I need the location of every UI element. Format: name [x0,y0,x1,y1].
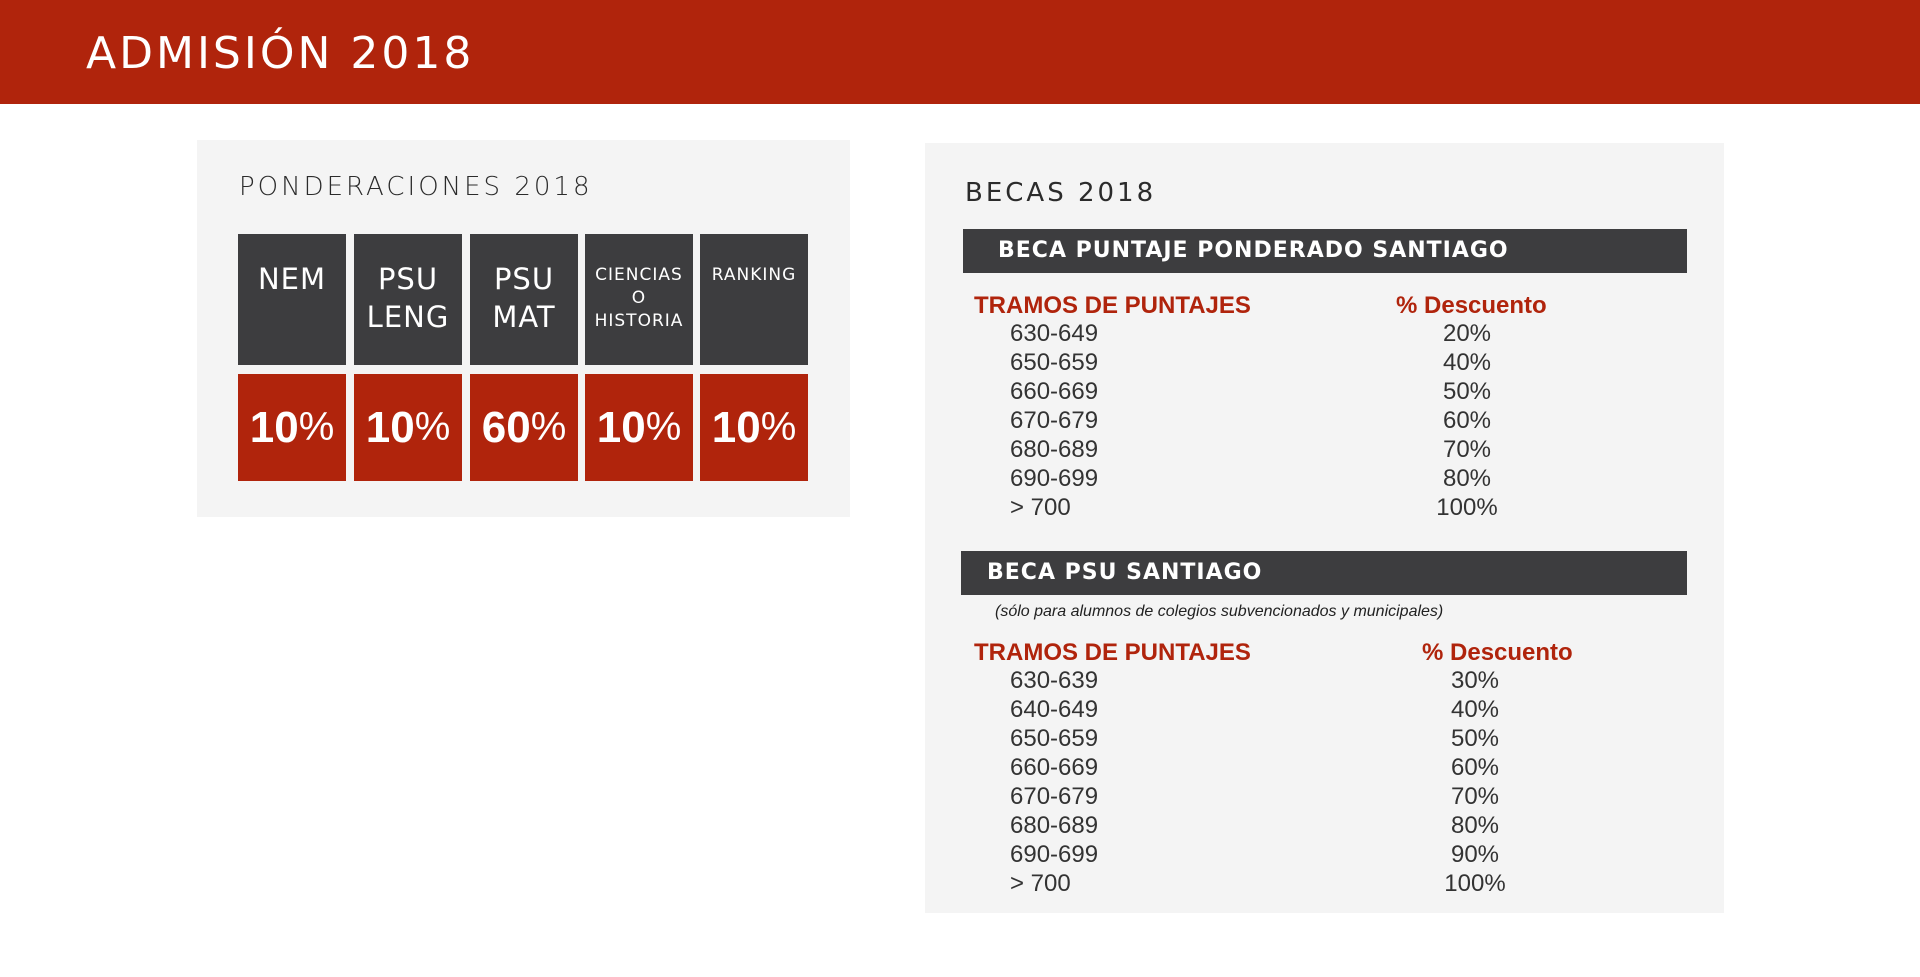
table-row [925,436,1724,465]
discount-value: 30% [1450,667,1500,694]
score-range: 660-669 [1010,754,1099,781]
beca2-col-range: TRAMOS DE PUNTAJES [974,639,1251,666]
table-row [925,841,1724,870]
discount-value: 40% [1450,696,1500,723]
beca2-col-discount: % Descuento [1422,639,1573,666]
ponderacion-label-line: PSU [493,262,555,296]
score-range: 660-669 [1010,378,1099,405]
beca2-note: (sólo para alumnos de colegios subvencionados y municipales) [995,603,1444,620]
score-range: 690-699 [1010,841,1099,868]
discount-value: 40% [1442,349,1492,376]
table-row [925,320,1724,349]
ponderacion-number: 10 [249,402,299,452]
ponderacion-label-line: NEM [257,262,327,296]
table-row [925,494,1724,523]
ponderacion-label-line: RANKING [711,265,797,285]
ponderacion-number: 10 [596,402,646,452]
discount-value: 60% [1442,407,1492,434]
beca1-title-bar: BECA PUNTAJE PONDERADO SANTIAGO [963,229,1687,273]
score-range: 650-659 [1010,349,1099,376]
discount-value: 100% [1444,870,1506,897]
discount-value: 50% [1450,725,1500,752]
ponderaciones-title: PONDERACIONES 2018 [239,172,593,202]
ponderacion-label-line: PSU [377,262,439,296]
ponderacion-percent-sign: % [530,405,567,449]
table-row [925,465,1724,494]
ponderacion-label-line: MAT [492,300,556,334]
score-range: > 700 [1010,870,1071,897]
ponderacion-label [470,234,578,365]
score-range: 670-679 [1010,783,1099,810]
beca1-table [925,320,1724,523]
discount-value: 60% [1450,754,1500,781]
ponderacion-percent-sign: % [645,405,682,449]
ponderacion-label-line: HISTORIA [594,311,684,331]
ponderacion-number: 10 [365,402,415,452]
table-row [925,754,1724,783]
discount-value: 50% [1442,378,1492,405]
table-row [925,349,1724,378]
ponderacion-label [700,234,808,365]
ponderacion-percent-sign: % [298,405,335,449]
discount-value: 80% [1450,812,1500,839]
table-row [925,725,1724,754]
discount-value: 100% [1436,494,1498,521]
discount-value: 80% [1442,465,1492,492]
table-row [925,696,1724,725]
ponderacion-value [470,374,578,481]
ponderacion-number: 60 [481,402,531,452]
ponderacion-label-line: O [631,288,647,308]
ponderacion-value [354,374,462,481]
discount-value: 20% [1442,320,1492,347]
ponderacion-percent-sign: % [414,405,451,449]
table-row [925,870,1724,899]
page-title: ADMISIÓN 2018 [86,28,475,79]
ponderacion-value [585,374,693,481]
table-row [925,667,1724,696]
score-range: > 700 [1010,494,1071,521]
discount-value: 70% [1442,436,1492,463]
ponderacion-number: 10 [711,402,761,452]
score-range: 630-639 [1010,667,1099,694]
ponderacion-label [238,234,346,365]
ponderacion-label [354,234,462,365]
header-bar [0,0,1920,104]
ponderacion-label-line: LENG [366,300,450,334]
table-row [925,812,1724,841]
discount-value: 90% [1450,841,1500,868]
ponderacion-value [238,374,346,481]
table-row [925,783,1724,812]
beca1-col-discount: % Descuento [1396,292,1547,319]
ponderacion-percent-sign: % [760,405,797,449]
table-row [925,407,1724,436]
becas-panel [925,143,1724,913]
ponderacion-label [585,234,693,365]
becas-title: BECAS 2018 [965,178,1157,208]
ponderacion-label-line: CIENCIAS [595,265,683,285]
beca1-col-range: TRAMOS DE PUNTAJES [974,292,1251,319]
ponderacion-value [700,374,808,481]
score-range: 630-649 [1010,320,1099,347]
ponderaciones-panel [197,140,850,517]
beca2-title-bar: BECA PSU SANTIAGO [961,551,1687,595]
score-range: 640-649 [1010,696,1099,723]
score-range: 670-679 [1010,407,1099,434]
table-row [925,378,1724,407]
score-range: 690-699 [1010,465,1099,492]
score-range: 680-689 [1010,812,1099,839]
discount-value: 70% [1450,783,1500,810]
score-range: 680-689 [1010,436,1099,463]
score-range: 650-659 [1010,725,1099,752]
beca2-table [925,667,1724,899]
